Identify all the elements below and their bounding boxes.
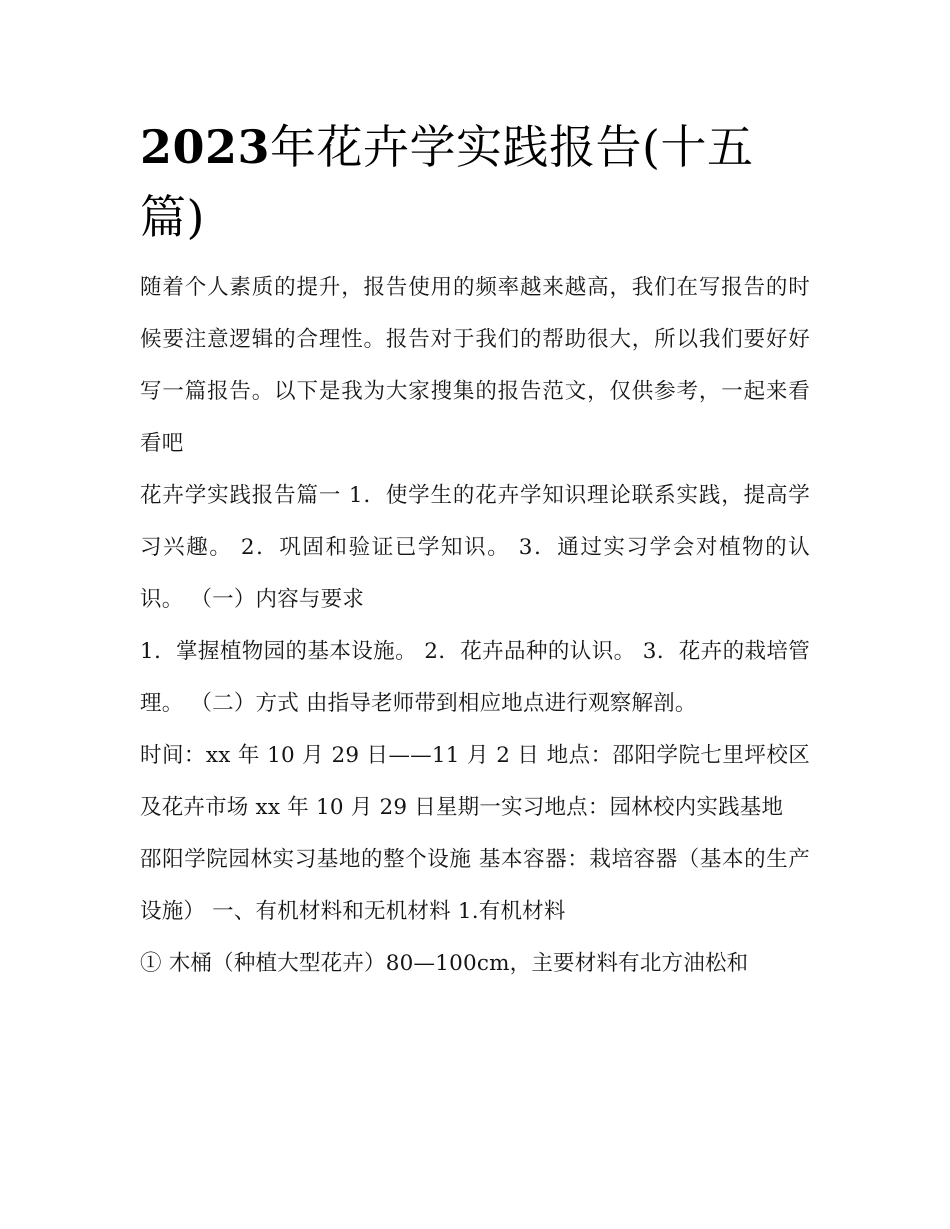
paragraph-section-1: 花卉学实践报告篇一 1．使学生的花卉学知识理论联系实践，提高学习兴趣。 2．巩固和验证已学知识。 3．通过实习学会对植物的认识。 （一）内容与要求 — [140, 483, 810, 612]
document-title — [140, 112, 810, 252]
document-page — [140, 112, 810, 990]
paragraph-wooden-barrel: ① 木桶（种植大型花卉）80—100cm，主要材料有北方油松和 — [140, 951, 749, 976]
title-year: 2023 — [140, 120, 271, 174]
paragraph-requirements: 1．掌握植物园的基本设施。 2．花卉品种的认识。 3．花卉的栽培管理。 （二）方式 由指导老师带到相应地点进行观察解剖。 — [140, 639, 810, 716]
title-text: 年花卉学实践报告(十五篇) — [140, 120, 754, 244]
paragraph-intro: 随着个人素质的提升，报告使用的频率越来越高，我们在写报告的时候要注意逻辑的合理性。报告对于我们的帮助很大，所以我们要好好写一篇报告。以下是我为大家搜集的报告范文，仅供参考，一起来看看吧 — [140, 275, 810, 456]
paragraph-facilities: 邵阳学院园林实习基地的整个设施 基本容器：栽培容器（基本的生产设施） 一、有机材料和无机材料 1.有机材料 — [140, 847, 810, 924]
paragraph-time-place: 时间：xx 年 10 月 29 日——11 月 2 日 地点：邵阳学院七里坪校区及花卉市场 xx 年 10 月 29 日星期一实习地点：园林校内实践基地 — [140, 743, 810, 820]
